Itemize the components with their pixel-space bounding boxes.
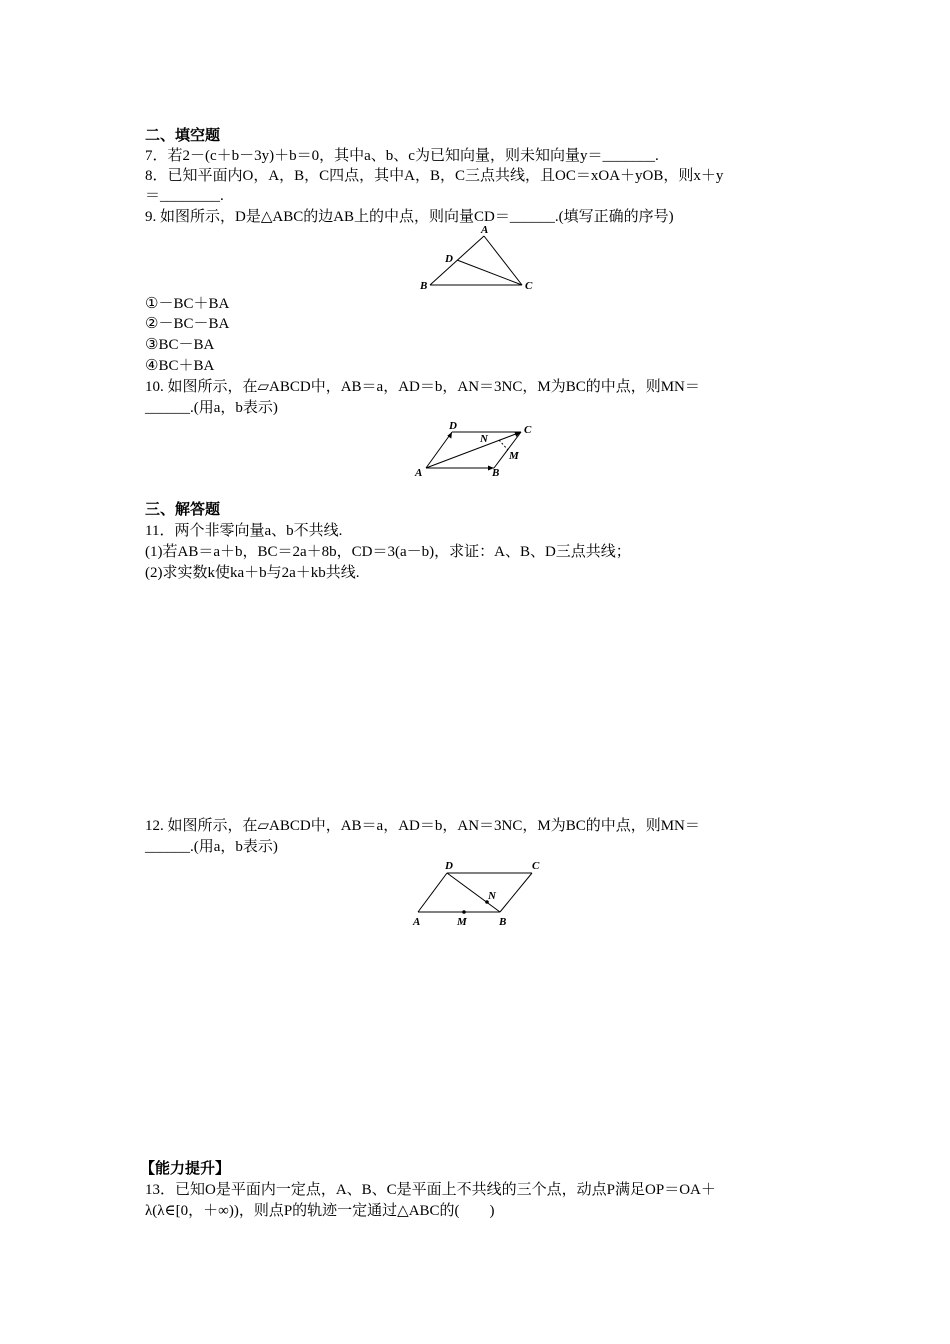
- fig10-label-b: B: [492, 467, 500, 479]
- fig12-label-m: M: [457, 916, 467, 928]
- option-3: ③BC－BA: [145, 337, 215, 353]
- fig10-label-c: C: [524, 424, 532, 436]
- parallelogram-figure-12: [405, 855, 555, 930]
- fig9-label-d: D: [445, 253, 453, 265]
- section-fill-title: 二、填空题: [145, 128, 221, 144]
- fig10-label-n: N: [480, 433, 488, 445]
- fig9-label-c: C: [525, 280, 533, 292]
- fig9-label-b: B: [420, 280, 428, 292]
- fig10-label-m: M: [509, 450, 519, 462]
- question-11-line1: 11．两个非零向量a、b不共线.: [145, 523, 343, 539]
- question-8-line2: ＝________.: [145, 188, 224, 204]
- question-11-line3: (2)求实数k使ka＋b与2a＋kb共线.: [145, 565, 360, 581]
- section-improve-title: 【能力提升】: [140, 1161, 231, 1177]
- question-10-line2: ______.(用a，b表示): [145, 400, 278, 416]
- option-1: ①－BC＋BA: [145, 296, 230, 312]
- fig12-label-c: C: [532, 860, 540, 872]
- fig12-label-d: D: [445, 860, 453, 872]
- question-11-line2: (1)若AB＝a＋b，BC＝2a＋8b，CD＝3(a－b)，求证：A、B、D三点共线；: [145, 544, 631, 560]
- question-12-line2: ______.(用a，b表示): [145, 839, 278, 855]
- fig10-label-a: A: [415, 467, 423, 479]
- question-13-line2: λ(λ∈[0，＋∞))，则点P的轨迹一定通过△ABC的( ): [145, 1203, 495, 1219]
- parallelogram-figure-10: [410, 418, 545, 480]
- question-7: 7．若2－(c＋b－3y)＋b＝0，其中a、b、c为已知向量，则未知向量y＝_______.: [145, 148, 659, 164]
- fig12-label-b: B: [499, 916, 507, 928]
- section-solve-title: 三、解答题: [145, 502, 221, 518]
- question-13-line1: 13．已知O是平面内一定点，A、B、C是平面上不共线的三个点，动点P满足OP＝OA＋: [145, 1182, 716, 1198]
- option-2: ②－BC－BA: [145, 316, 230, 332]
- fig12-label-a: A: [413, 916, 421, 928]
- question-8-line1: 8．已知平面内O，A，B，C四点，其中A，B，C三点共线，且OC＝xOA＋yOB，则x＋y: [145, 168, 724, 184]
- triangle-figure: [415, 222, 540, 294]
- question-12-line1: 12. 如图所示，在▱ABCD中，AB＝a，AD＝b，AN＝3NC，M为BC的中点，则MN＝: [145, 818, 700, 834]
- option-4: ④BC＋BA: [145, 358, 215, 374]
- fig12-label-n: N: [488, 890, 496, 902]
- question-9: 9. 如图所示，D是△ABC的边AB上的中点，则向量CD＝______.(填写正确的序号): [145, 209, 674, 225]
- fig10-label-d: D: [449, 420, 457, 432]
- question-10-line1: 10. 如图所示，在▱ABCD中，AB＝a，AD＝b，AN＝3NC，M为BC的中点，则MN＝: [145, 379, 700, 395]
- fig9-label-a: A: [481, 224, 489, 236]
